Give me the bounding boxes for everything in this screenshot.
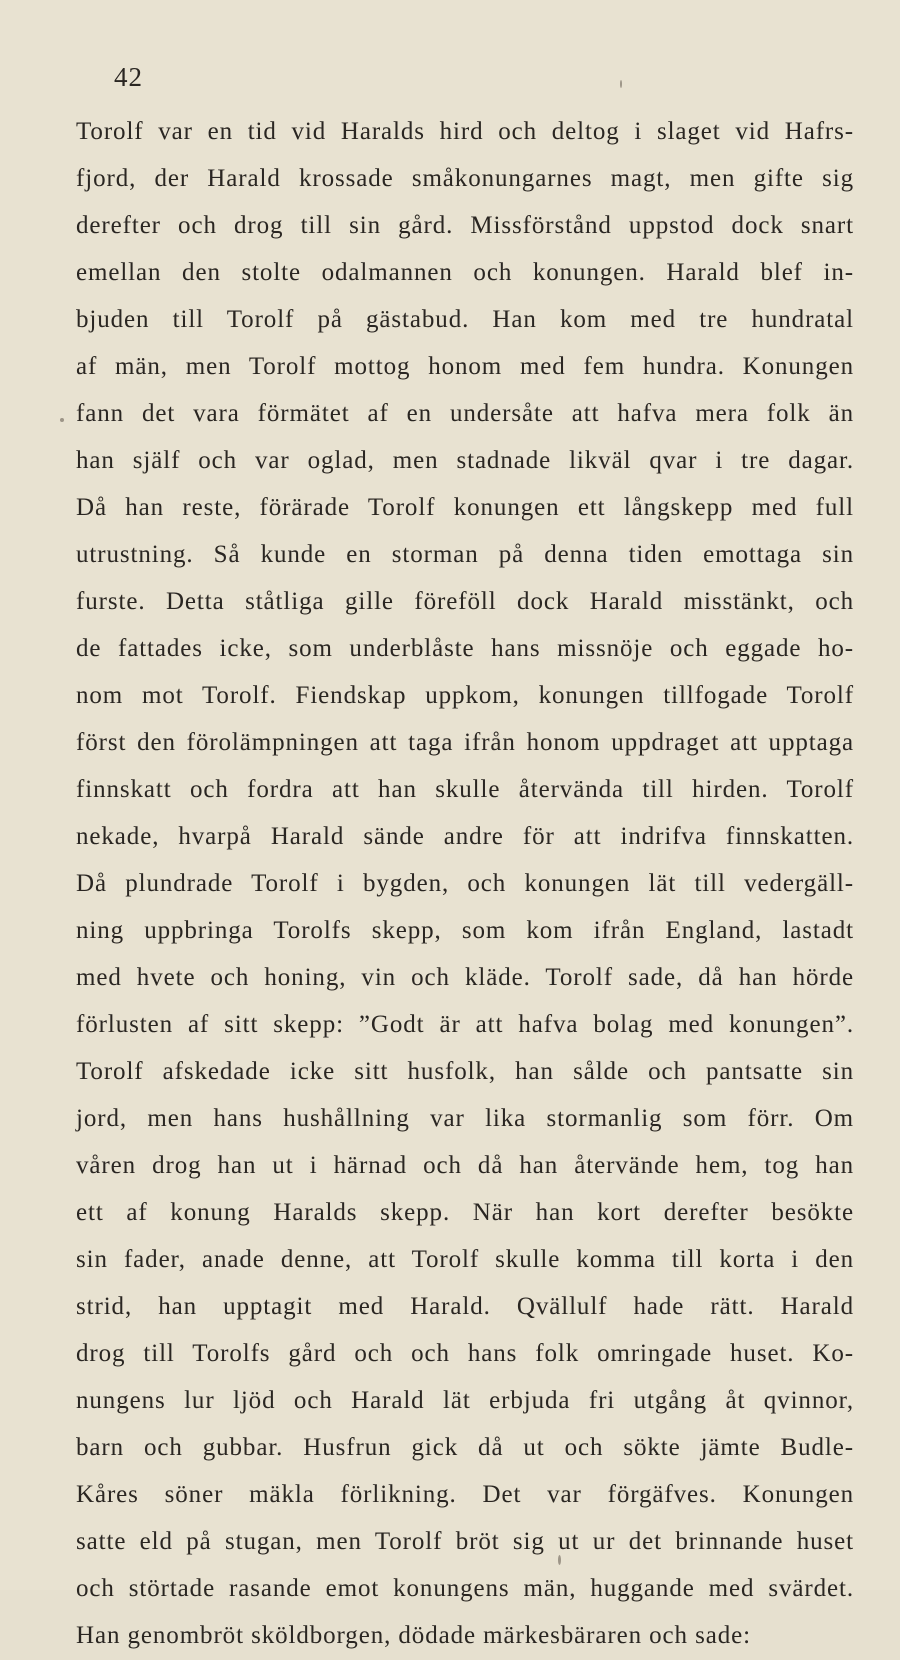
text-line: ning uppbringa Torolfs skepp, som kom ifrån England, lastadt [76, 917, 854, 944]
text-line: emellan den stolte odalmannen och konungen. Harald blef in- [76, 259, 854, 286]
text-line: med hvete och honing, vin och kläde. Torolf sade, då han hörde [76, 964, 854, 991]
text-line: furste. Detta ståtliga gille föreföll dock Harald misstänkt, och [76, 588, 854, 615]
text-line: nungens lur ljöd och Harald lät erbjuda fri utgång åt qvinnor, [76, 1387, 854, 1414]
text-line: ett af konung Haralds skepp. När han kort derefter besökte [76, 1199, 854, 1226]
text-line: jord, men hans hushållning var lika stormanlig som förr. Om [76, 1105, 854, 1132]
text-line: de fattades icke, som underblåste hans missnöje och eggade ho- [76, 635, 854, 662]
text-line: af män, men Torolf mottog honom med fem hundra. Konungen [76, 353, 854, 380]
text-line: Han genombröt sköldborgen, dödade märkesbäraren och sade: [76, 1622, 751, 1649]
text-line: utrustning. Så kunde en storman på denna tiden emottaga sin [76, 541, 854, 568]
text-line: nom mot Torolf. Fiendskap uppkom, konungen tillfogade Torolf [76, 682, 854, 709]
text-line: först den förolämpningen att taga ifrån honom uppdraget att upptaga [76, 729, 854, 756]
text-line: finnskatt och fordra att han skulle återvända till hirden. Torolf [76, 776, 854, 803]
text-line: nekade, hvarpå Harald sände andre för att indrifva finnskatten. [76, 823, 854, 850]
text-line: fann det vara förmätet af en undersåte att hafva mera folk än [76, 400, 854, 427]
page-number: 42 [114, 62, 143, 92]
text-line: derefter och drog till sin gård. Missförstånd uppstod dock snart [76, 212, 854, 239]
text-line: Då han reste, förärade Torolf konungen ett långskepp med full [76, 494, 854, 521]
text-line: fjord, der Harald krossade småkonungarnes magt, men gifte sig [76, 165, 854, 192]
text-line: drog till Torolfs gård och och hans folk omringade huset. Ko- [76, 1340, 854, 1367]
text-line: Kåres söner mäkla förlikning. Det var förgäfves. Konungen [76, 1481, 854, 1508]
text-line: strid, han upptagit med Harald. Qvällulf hade rätt. Harald [76, 1293, 854, 1320]
text-line: bjuden till Torolf på gästabud. Han kom med tre hundratal [76, 306, 854, 333]
text-line: förlusten af sitt skepp: ”Godt är att hafva bolag med konungen”. [76, 1011, 854, 1038]
paper-speck [620, 80, 622, 88]
text-line: sin fader, anade denne, att Torolf skulle komma till korta i den [76, 1246, 854, 1273]
text-line: han själf och var oglad, men stadnade likväl qvar i tre dagar. [76, 447, 854, 474]
text-line: Då plundrade Torolf i bygden, och konungen lät till vedergäll- [76, 870, 854, 897]
text-line: Torolf afskedade icke sitt husfolk, han sålde och pantsatte sin [76, 1058, 854, 1085]
paper-speck [558, 1555, 561, 1565]
text-line: barn och gubbar. Husfrun gick då ut och sökte jämte Budle- [76, 1434, 854, 1461]
text-line: och störtade rasande emot konungens män, huggande med svärdet. [76, 1575, 854, 1602]
text-line: våren drog han ut i härnad och då han återvände hem, tog han [76, 1152, 854, 1179]
paper-speck [60, 418, 64, 422]
text-line: satte eld på stugan, men Torolf bröt sig ut ur det brinnande huset [76, 1528, 854, 1555]
text-line: Torolf var en tid vid Haralds hird och deltog i slaget vid Hafrs- [76, 118, 854, 145]
